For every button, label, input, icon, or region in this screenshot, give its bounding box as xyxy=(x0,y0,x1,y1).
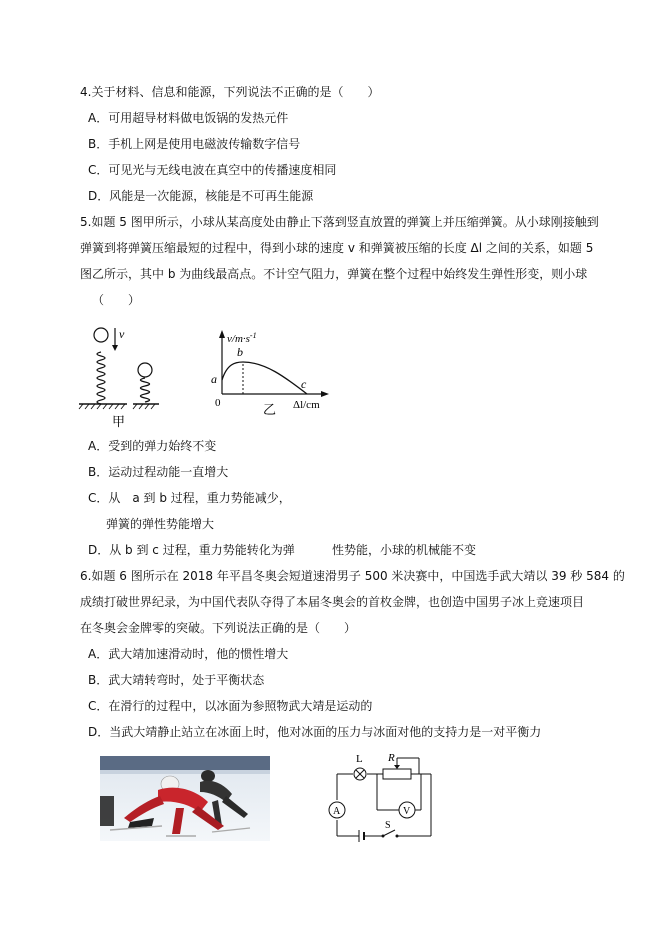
spring-compressed xyxy=(141,378,150,402)
ground-hatch-left xyxy=(79,404,125,409)
q5-option-d-continued: 性势能，小球的机械能不变 xyxy=(332,543,477,557)
ground-hatch-right xyxy=(133,404,155,409)
q5-option-c-continued: 弹簧的弹性势能增大 xyxy=(106,517,215,531)
q5-option-c: C．从 a 到 b 过程，重力势能减少， xyxy=(88,491,291,505)
figure-a-label: 甲 xyxy=(112,414,126,429)
spring-long xyxy=(97,352,105,404)
q5-stem-line-2: 弹簧到将弹簧压缩最短的过程中，得到小球的速度 v 和弹簧被压缩的长度 Δl 之间的关系，如题 5 xyxy=(80,241,594,255)
q5-stem-line-4: （ ） xyxy=(92,293,141,307)
q5-figure-a xyxy=(75,322,185,430)
falling-ball xyxy=(94,328,108,342)
q6-stem-line-2: 成绩打破世界纪录，为中国代表队夺得了本届冬奥会的首枚金牌，也创造中国男子冰上竞速项目 xyxy=(80,595,585,609)
origin-label: 0 xyxy=(215,397,221,409)
q4-option-a: A．可用超导材料做电饭锅的发热元件 xyxy=(88,111,289,125)
speed-skating-photo xyxy=(100,756,270,841)
q6-option-a: A．武大靖加速滑动时，他的惯性增大 xyxy=(88,647,289,661)
q5-stem-line-3: 图乙所示，其中 b 为曲线最高点。不计空气阻力，弹簧在整个过程中始终发生弹性形变，则小球 xyxy=(80,267,588,281)
q6-option-c: C．在滑行的过程中，以冰面为参照物武大靖是运动的 xyxy=(88,699,373,713)
q5-option-d: D．从 b 到 c 过程，重力势能转化为弹 xyxy=(88,543,295,557)
q4-option-d: D．风能是一次能源，核能是不可再生能源 xyxy=(88,189,314,203)
q6-option-d: D．当武大靖静止站立在冰面上时，他对冰面的压力与冰面对他的支持力是一对平衡力 xyxy=(88,725,542,739)
x-axis-label: Δl/cm xyxy=(293,399,320,411)
q4-option-b: B．手机上网是使用电磁波传输数字信号 xyxy=(88,137,301,151)
q4-option-c: C．可见光与无线电波在真空中的传播速度相同 xyxy=(88,163,337,177)
q6-stem-line-1: 6.如题 6 图所示在 2018 年平昌冬奥会短道速滑男子 500 米决赛中，中国选手武大靖以 39 秒 584 的 xyxy=(80,569,625,583)
velocity-curve xyxy=(222,362,307,394)
rheostat-symbol xyxy=(383,769,411,779)
q6-option-b: B．武大靖转弯时，处于平衡状态 xyxy=(88,673,265,687)
point-a-label: a xyxy=(211,372,217,386)
ammeter-label: A xyxy=(333,806,341,817)
velocity-arrow xyxy=(112,345,118,351)
point-b-label: b xyxy=(237,345,243,359)
voltmeter-label: V xyxy=(403,806,411,817)
lamp-label: L xyxy=(356,753,363,765)
ball-on-spring xyxy=(138,363,152,377)
q5-stem-line-1: 5.如题 5 图甲所示，小球从某高度处由静止下落到竖直放置的弹簧上并压缩弹簧。从小球刚接触到 xyxy=(80,215,599,229)
velocity-label: v xyxy=(119,327,125,341)
figure-b-label: 乙 xyxy=(263,402,277,417)
circuit-diagram xyxy=(325,752,440,844)
q5-option-b: B．运动过程动能一直增大 xyxy=(88,465,229,479)
rheostat-label: R xyxy=(388,752,395,764)
q5-option-a: A．受到的弹力始终不变 xyxy=(88,439,217,453)
q4-stem: 4.关于材料、信息和能源，下列说法不正确的是（ ） xyxy=(80,85,380,99)
q5-figure-b xyxy=(205,322,335,430)
switch-label: S xyxy=(385,820,391,831)
point-c-label: c xyxy=(301,377,307,391)
q6-stem-line-3: 在冬奥会金牌零的突破。下列说法正确的是（ ） xyxy=(80,621,357,635)
y-axis-label: $v/m\cdot s^{-1}$ xyxy=(227,331,257,345)
